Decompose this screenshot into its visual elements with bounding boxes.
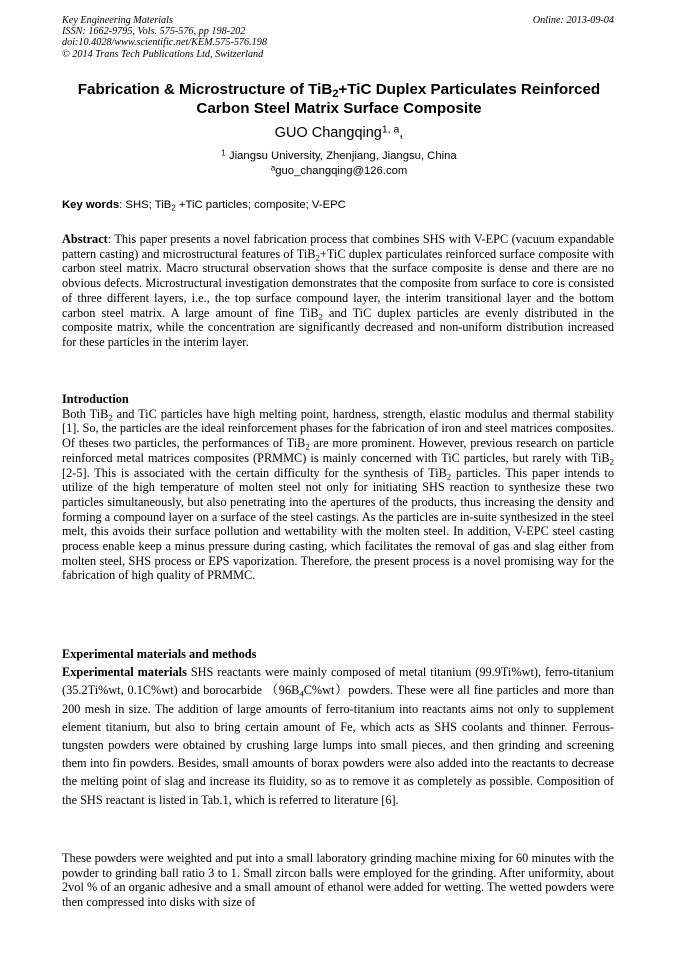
author-email: $^a$guo_changqing@126.com	[270, 163, 408, 177]
journal-header	[62, 15, 267, 60]
materials-text: Experimental materials SHS reactants were mainly composed of metal titanium (99.9Ti%wt), ferro-titanium (35.2Ti%wt, 0.1C%wt) and borocarbide $(96B_4C\%wt)powders$. These were all fine particles and more than 200 mesh in size. The addition of large amounts of ferro-titanium into reactants aims not only to supplement element titanium, but also to bring certain amount of Fe, which acts as SHS coolants and thinner. Ferrous-tungsten powders were obtained by crushing large lumps into small pieces, and then grinding and screening them into fin powders. Besides, small amounts of borax powders were also added into the reactants to decrease the melting point of slag and increase its fluidity, so as to remove it as completely as possible. Composition of the SHS reactant is listed in Tab.1, which is referred to literature [6].	[62, 665, 614, 807]
affiliation-block	[40, 149, 638, 179]
methods-paragraph-2: These powders were weighted and put into a small laboratory grinding machine mixing for 60 minutes with the powder to grinding ball ratio 3 to 1. Small zircon balls were employed for the grinding. After uniformity, about 2vol % of an organic adhesive and a small amount of ethanol were added for wetting. The wetted powders were then compressed into disks with size of	[62, 851, 614, 910]
introduction-text: Both TiB$_2$ and TiC particles have high melting point, hardness, strength, elastic modulus and thermal stability [1]. So, the particles are the ideal reinforcement phases for the fabrication of iron and steel matrices composites. Of theses two particles, the performances of TiB$_2$ are more prominent. However, previous research on particle reinforced metal matrices composites (PRMMC) is mainly concerned with TiC particles, but rarely with TiB$_2$ [2-5]. This is associated with the certain difficulty for the synthesis of TiB$_2$ particles. This paper intends to utilize of the high temperature of molten steel not only for initiating SHS reaction to synthesize these two particles simultaneously, but also penetrating into the apertures of the products, thus increasing the density and forming a compound layer on a surface of the steel castings. As the particles are in-suite synthesized in the steel melt, this avoids their surface pollution and wettability with the molten steel. In addition, V-EPC steel casting process enable keep a minus pressure during casting, which facilitates the removal of gas and slag either from molten steel, SHS process or EPS vaporization. Therefore, the present process is a novel promising way for the fabrication of high quality of PRMMC.	[62, 406, 615, 583]
methods-section	[62, 645, 614, 809]
copyright-line: © 2014 Trans Tech Publications Ltd, Switzerland	[62, 48, 264, 60]
title-line-1: Fabrication & Microstructure of TiB$_2$+TiC Duplex Particulates Reinforced	[77, 81, 601, 101]
doi-line: doi:10.4028/www.scientific.net/KEM.575-576.198	[62, 37, 267, 49]
author-name: GUO Changqing	[274, 125, 382, 141]
methods-heading: Experimental materials and methods	[62, 647, 257, 661]
introduction-heading: Introduction	[62, 392, 129, 406]
abstract: Abstract: This paper presents a novel fabrication process that combines SHS with V-EPC (vacuum expandable pattern casting) and microstructural features of TiB$_2$+TiC duplex particulates reinforced surface composite with carbon steel matrix. Macro structural observation shows that the surface composite is dense and there are no obvious defects. Microstructural investigation demonstrates that the composite from surface to core is consisted of three different layers, i.e., the top surface compound layer, the interim transitional layer and the bottom carbon steel matrix. A large amount of fine TiB$_2$ and TiC duplex particles are evenly distributed in the composite matrix, while the concentration are significantly decreased and non-uniform distribution increased for these particles in the interim layer.	[62, 232, 614, 349]
journal-name: Key Engineering Materials	[62, 15, 173, 26]
introduction-section	[62, 392, 614, 583]
title-line-2: Carbon Steel Matrix Surface Composite	[196, 99, 482, 117]
affiliation: $^1$ Jiangsu University, Zhenjiang, Jiangsu, China	[221, 148, 457, 162]
author-line: GUO Changqing$^{1, a}$,	[274, 124, 404, 141]
online-date: Online: 2013-09-04	[532, 15, 614, 26]
keywords: Key words: SHS; TiB$_2$ +TiC particles; composite; V-EPC	[62, 199, 346, 213]
issn-line: ISSN: 1662-9795, Vols. 575-576, pp 198-202	[62, 26, 246, 38]
paper-title	[40, 81, 638, 118]
